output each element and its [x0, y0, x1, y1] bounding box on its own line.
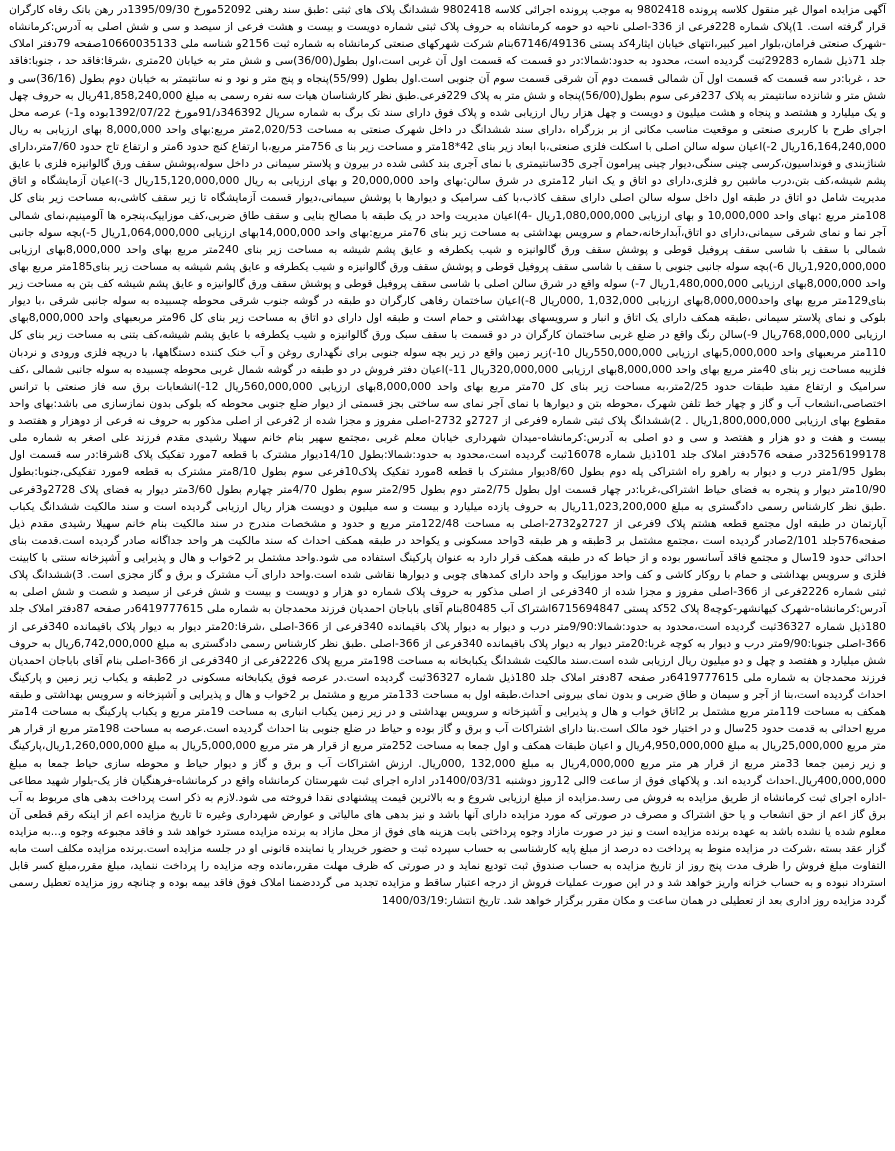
auction-notice-text [9, 0, 886, 909]
notice-paragraph: آگهی مزایده اموال غیر منقول کلاسه پرونده 9802418 به موجب پرونده اجرائی کلاسه 9802418 ششدانگ پلاک های ثبتی :طبق سند رهنی 52092مورخ 1395/09/30در رهن بانک رفاه کارگران قرار گرفته است. 1)پلاک شماره 228فرعی از 336-اصلی ناحیه دو حومه کرمانشاه به حروف پلاک ثبتی شماره دویست و بیست و هشت فرعی از سیصد و سی و شش اصلی به آدرس:کرمانشاه -شهرک صنعتی فرامان،بلوار امیر کبیر،انتهای خیابان ایثار4کد پستی 67146/49136بنام شرکت شهرکهای صنعتی کرمانشاه به شماره ثبت 2156و شناسه ملی 10660035133صفحه 79دفتر املاک جلد 71ذیل شماره 29283ثبت گردیده است، محدود به حدود:شمالا:در دو قسمت که قسمت اول آن غربی است،اول بطول(36/00)سی و شش متر به خیابان 20متری ،شرقا:فاقد حد ، جنوبا:فاقد حد ، غربا:در سه قسمت که قسمت اول آن شمالی قسمت دوم آن شرقی قسمت سوم آن جنوبی است.اول بطول (55/99)پنجاه و پنج متر و نود و نه سانتیمتر به خیابان دوم بطول (36/16)سی و شش متر و شانزده سانتیمتر به پلاک 237فرعی سوم بطول(56/00)پنجاه و شش متر به پلاک 229فرعی.طبق نظر کارشناسان هیات سه نفره رسمی به مبلغ 41,858,240,000ریال به حروف چهل و یک میلیارد و هشتصد و پنجاه و هشت میلیون و دویست و چهل هزار ریال ارزیابی شده و پلاک فوق دارای سند تک برگ به شماره سریال 346392د/91مورخ 1392/07/22بوده و1-) عرصه محل اجرای طرح با کاربری صنعتی و موقعیت مناسب مکانی از بر بزرگراه ،دارای سند ششدانگ در داخل شهرک صنعتی به مساحت 2,020/53متر مربع:بهای واحد 8,000,000 بهای ارزیابی به ریال 16,164,240,000ریال 2-)اعیان سوله سالن اصلی با اسکلت فلزی صنعتی،با ابعاد زیر بنای 42*18متر و مساحت زیر بنا ی 756متر مربع،با ارتفاع کنج حدود 6متر و ارتفاع تاج حدود 7/60متر،دارای شناژبندی و فونداسیون،کرسی چینی سنگی،دیوار چینی پیرامون آجری 35سانتیمتری با نمای آجری بند کشی شده در بیرون و پلاستر سیمانی در داخل سوله،پوشش سقف ورق گالوانیزه فلزی با عایق پشم شیشه،کف بتن،درب ماشین رو فلزی،دارای دو اتاق و یک انبار 12متری در شرق سالن:بهای واحد 20,000,000 و بهای ارزیابی به ریال 15,120,000,000ریال 3-)اعیان آزمایشگاه و اتاق مدیریت شامل دو اتاق در طبقه اول داخل سوله سالن اصلی دارای سقف کاذب،با کف سرامیک و دیوارها با پوشش سیمانی،دیوار قسمت آزمایشگاه تا زیر سقف کاشی،به مساحت زیر بنای کل 108متر مربع :بهای واحد 10,000,000 و بهای ارزیابی 1,080,000,000ریال -4)اعیان مدیریت واحد در یک طبقه با مصالح بنایی و سقف طاق ضربی،کف موزاییک،پنجره ها آلومینیم،نمای شمالی آجر نما و نمای شرقی سیمانی،دارای دو اتاق،آبدارخانه،حمام و سرویس بهداشتی به مساحت زیر بنای 76متر مربع:بهای واحد 14,000,000بهای ارزیابی 1,064,000,000ریال 5-)بچه سوله جانبی شمالی با سقف با شاسی سقف پروفیل قوطی و پوشش سقف ورق گالوانیزه و شیب یکطرفه و عایق پشم شیشه به مساحت زیر بنای 240متر مربع بهای واحد 8,000,000بهای ارزیابی 1,920,000,000ریال 6-)بچه سوله جانبی جنوبی با سقف با شاسی سقف پروفیل قوطی و پوشش سقف ورق گالوانیزه و شیب یکطرفه و عایق پشم شیشه به مساحت زیر بنای185متر مربع بهای واحد 8,000,000بهای ارزیابی 1,480,000,000ریال 7-) سوله واقع در شرق سالن اصلی با شاسی سقف پروفیل قوطی و پوشش سقف ورق گالوانیزه و عایق پشم شیشه کف بتن به مساحت زیر بنای129متر مربع بهای واحد8,000,000بهای ارزیابی 1,032,000 ,000ریال 8-)اعیان ساختمان رفاهی کارگران دو طبقه در گوشه جنوب شرقی محوطه چسبیده به سوله جانبی شرقی ،با دیوار بلوکی و نمای پلاستر سیمانی ،طبقه همکف دارای یک اتاق و انبار و سرویسهای بهداشتی و حمام است و طبقه اول دارای دو اتاق به مساحت زیر بنای کل 96متر مربعبهای واحد 8,000,000بهای ارزیابی 768,000,000ریال 9-)سالن رنگ واقع در ضلع غربی ساختمان کارگران در دو قسمت با سقف سبک ورق گالوانیزه و شیب یکطرفه با عایق پشم شیشه،کف بتنی به مساحت زیر بنای کل 110متر مربعبهای واحد 5,000,000بهای ارزیابی 550,000,000ریال 10-)زیر زمین واقع در زیر بچه سوله جنوبی برای نگهداری روغن و آب خنک کننده دستگاهها، با دریچه فلزی ورودی و نردبان فلزیبه مساحت زیر بنای 40متر مربع بهای واحد 8,000,000بهای ارزیابی 320,000,000ریال 11-)اعیان دفتر فروش در دو طبقه در گوشه شمال غربی محوطه چسبیده به سوله جانبی شمالی ،کف سرامیک و ارتفاع مفید طبقات حدود 2/25متر،به مساحت زیر بنای کل 70متر مربع بهای واحد 8,000,000بهای ارزیابی 560,000,000ریال 12-)انشعابات برق سه فاز صنعتی با ترانس اختصاصی،انشعاب آب و گاز و چهار خط تلفن شهرک ،محوطه بتن و دیوارها با نمای آجر نمای سه ساختی بجز قسمتی از دیوار ضلع جنوبی محوطه که بلوکی بدون نمازسازی می باشد:بهای واحد مقطوع بهای ارزیابی 1,800,000,000ریال . 2)ششدانگ پلاک ثبتی شماره 9فرعی از 2727و 2732-اصلی مفروز و مجزا شده از 2فرعی از اصلی مذکور به حروف نه فرعی از دوهزار و هفتصد و بیست و هفت و دو هزار و هفتصد و سی و دو اصلی به آدرس:کرمانشاه-میدان شهرداری خیابان معلم غربی ،مجتمع سهیر بنام خانم سهیلا رشیدی مقدم فرزند علی اصغر به شماره ملی 3256199178در صفحه 576دفتر املاک جلد 101ذیل شماره 16078ثبت گردیده است،محدود به حدود:شمالا:بطول 14/10دیوار مشترک با قطعه 7مورد تفکیک پلاک 8شرقا:در سه قسمت اول بطول 1/95متر درب و دیوار به راهرو راه اشتراکی پله دوم بطول 8/60دیوار مشترک با قطعه 8مورد تفکیک پلاک10فرعی سوم بطول 8/10متر مشترک به قطعه 9مورد تفکیکی،جنوبا:بطول 10/90متر دیوار و پنجره به فضای حیاط اشتراکی،غربا:در چهار قسمت اول بطول 2/75متر دوم بطول 2/95متر سوم بطول 4/70متر چهارم بطول 3/60متر دیوار به فضای پلاک 2728و3فرعی .طبق نظر کارشناس رسمی دادگستری به مبلغ 11,023,200,000ریال به حروف یازده میلیارد و بیست و سه میلیون و دویست هزار ریال ارزیابی گردیده است و سند مالکیت ششدانگ یکباب آپارتمان در طبقه اول مجتمع قطعه هشتم پلاک 9فرعی از 2727و2732-اصلی به مساحت 122/48متر مربع و حدود و مشخصات مندرج در سند مالکیت بنام خانم سهیلا رشیدی مقدم ذیل صفحه576جلد 2/101صادر گردیده است ،مجتمع مشتمل بر 3طبقه و هر طبقه 3واحد مسکونی و یکواحد در طبقه همکف احداث که سند مالکیت هر واحد جداگانه صادر گردیده است.قدمت بنای احداثی حدود 19سال و مجتمع فاقد آسانسور بوده و از حیاط که در طبقه همکف قرار دارد به عنوان پارکینگ استفاده می شود.واحد مشتمل بر 2خواب و هال و پذیرایی و آشپزخانه سنتی با کابینت فلزی و سرویس بهداشتی و حمام با روکار کاشی و کف واحد موزاییک و واحد دارای کمدهای چوبی و دیوارها نقاشی شده است.واحد دارای آب مشترک و برق و گاز مجزی است. 3)ششدانگ پلاک ثبتی شماره 2226فرعی از 366-اصلی مفروز و مجزا شده از 340فرعی از اصلی مذکور به حروف پلاک شماره دو هزار و دویست و بیست و شش فرعی از سیصد و شصت و شش اصلی به آدرس:کرمانشاه-شهرک کیهانشهر-کوچه8 پلاک 52کد پستی 6715694847اشتراک آب 80485بنام آقای باباجان احمدیان فرزند محمدجان به شماره ملی 6419777615در صفحه 87دفتر املاک جلد 180ذیل شماره 36327ثبت گردیده است،محدود به حدود:شمالا:9/90متر درب و دیوار به دیوار پلاک باقیمانده 340فرعی از 366-اصلی ،شرقا:20متر دیوار به دیوار پلاک باقیمانده 340فرعی از 366-اصلی جنوبا:9/90متر درب و دیوار به کوچه غربا:20متر دیوار به دیوار پلاک باقیمانده 340فرعی از 366-اصلی .طبق نظر کارشناس رسمی دادگستری به مبلغ 6,742,000,000ریال به حروف شش میلیارد و هفتصد و چهل و دو میلیون ریال ارزیابی شده است.سند مالکیت ششدانگ یکبابخانه به مساحت 198متر مربع پلاک 2226فرعی از 340فرعی از 366-اصلی بنام آقای باباجان احمدیان فرزند محمدجان به شماره ملی 6419777615در صفحه 87دفتر املاک جلد 180ذیل شماره 36327ثبت گردیده است.در عرصه فوق یکبابخانه مسکونی در 2طبقه و یکباب زیر زمین و پارکینگ احداث گردیده است،بنا از آجر و سیمان و طاق ضربی و بدون نمای بیرونی احداث.طبقه اول به مساحت 133متر مربع و مشتمل بر 2خواب و هال و پذیرایی و آشپزخانه و سرویس بهداشتی و طبقه همکف به مساحت 119متر مربع مشتمل بر 2اتاق خواب و هال و پذیرایی و آشپزخانه و سرویس بهداشتی و در زیر زمین یکباب انباری به مساحت 19متر مربع و یکباب پارکینگ به مساحت 14متر مربع احداثی به قدمت حدود 25سال و در اختیار خود مالک است.بنا دارای اشتراکات آب و برق و گاز بوده و حیاط در ضلع جنوبی بنا احداث گردیده است.عرصه به مساحت 198متر مربع از قرار هر متر مربع 25,000,000ریال به مبلغ 4,950,000,000ریال و اعیان طبقات همکف و اول جمعا به مساحت 252متر مربع از قرار هر متر مربع 5,000,000ریال به مبلغ 1,260,000,000ریال،پارکینگ و زیر زمین جمعا 33متر مربع از قرار هر متر مربع 4,000,000ریال به مبلغ 132,000 ,000ریال. ارزش اشتراکات آب و برق و گاز و دیوار حیاط و محوطه سازی حیاط جمعا به مبلغ 400,000,000ریال.احداث گردیده اند. و پلاکهای فوق از ساعت 9الی 12روز دوشنبه 1400/03/31در اداره اجرای ثبت شهرستان کرمانشاه واقع در کرمانشاه-فرهنگیان فاز یک-بلوار شهید مطاعی -اداره اجرای ثبت کرمانشاه از طریق مزایده به فروش می رسد.مزایده از مبلغ ارزیابی شروع و به بالاترین قیمت پیشنهادی نقدا فروخته می شود.لازم به ذکر است پرداخت بدهی های مربوط به آب برق گاز اعم از حق انشعاب و یا حق اشتراک و مصرف در صورتی که مورد مزایده دارای آنها باشد و نیز بدهی های مالیاتی و عوارض شهرداری وغیره تا تاریخ مزایده اعم از اینکه رقم قطعی آن معلوم شده یا نشده باشد به عهده برنده مزایده است و نیز در صورت مازاد وجوه پرداختی بابت هزینه های فوق از محل مازاد به برنده مزایده مسترد خواهد شد و فاقد مجبوعه وجوه و...به مزایده گزار عقد بسته ،شرکت در مزایده منوط به پرداخت ده درصد از مبلغ پایه کارشناسی به حساب سپرده ثبت و حضور خریدار یا نماینده قانونی او در جلسه مزایده است.برنده مزایده مکلف است مابه التفاوت مبلغ فروش را ظرف مدت پنج روز از تاریخ مزایده به حساب صندوق ثبت تودیع نماید و در صورتی که ظرف مهلت مقرر،مانده وجه مزایده را پرداخت ننماید، مبلغ مقرر،مبلغ کسر قابل استرداد نبوده و به حساب خزانه واریز خواهد شد و در این صورت عملیات فروش از درجه اعتبار ساقط و مزایده تجدید می گرددضمنا املاک فوق فاقد بیمه بوده و چنانچه روز مزایده تعطیل رسمی گردد مزایده روز اداری بعد از تعطیلی در همان ساعت و مکان مقرر برگزار خواهد شد. تاریخ انتشار:1400/03/19 [9, 3, 887, 907]
